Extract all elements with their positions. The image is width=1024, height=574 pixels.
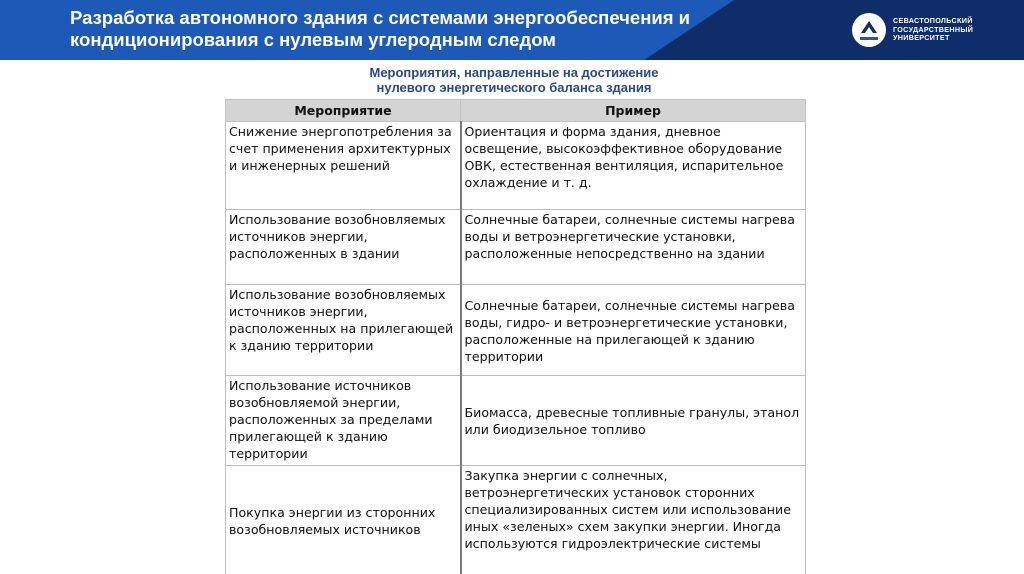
measure-cell: Снижение энергопотребления за счет применения архитектурных и инженерных решений [226,122,461,210]
column-header-measure: Мероприятие [226,100,461,122]
slide-header [0,0,1024,60]
measure-cell: Покупка энергии из сторонних возобновляемых источников [226,466,461,574]
example-cell: Биомасса, древесные топливные гранулы, этанол или биодизельное топливо [461,376,806,466]
logo-text-line-3: УНИВЕРСИТЕТ [893,33,950,43]
university-logo [852,10,1003,50]
column-header-example: Пример [461,100,806,122]
example-cell: Ориентация и форма здания, дневное освещение, высокоэффективное оборудование ОВК, естественная вентиляция, испарительное охлаждение и т. д. [461,122,806,210]
table-image [222,62,806,574]
table-title [222,65,806,95]
table-header-row [226,100,806,122]
table-row [226,285,806,376]
table-row [226,122,806,210]
slide-title [70,7,850,51]
measure-cell: Использование возобновляемых источников энергии, расположенных на прилегающей к зданию территории [226,285,461,376]
measure-cell: Использование возобновляемых источников энергии, расположенных в здании [226,210,461,285]
measure-cell: Использование источников возобновляемой энергии, расположенных за пределами прилегающей к зданию территории [226,376,461,466]
logo-text [893,17,1003,43]
example-cell: Закупка энергии с солнечных, ветроэнергетических установок сторонних специализированных систем или использование иных «зеленых» схем закупки энергии. Иногда используются гидроэлектрические системы [461,466,806,574]
table-row [226,376,806,466]
logo-text-line-1: СЕВАСТОПОЛЬСКИЙ [893,16,973,26]
table-row [226,210,806,285]
measures-table [225,99,806,574]
logo-text-line-2: ГОСУДАРСТВЕННЫЙ [893,24,974,34]
slide-title-line-2: кондиционирования с нулевым углеродным следом [70,29,556,50]
logo-arrow-icon [852,13,886,47]
table-title-line-1: Мероприятия, направленные на достижение [369,65,659,80]
example-cell: Солнечные батареи, солнечные системы нагрева воды и ветроэнергетические установки, расположенные непосредственно на здании [461,210,806,285]
slide-title-line-1: Разработка автономного здания с системами энергообеспечения и [70,7,691,28]
table-title-line-2: нулевого энергетического баланса здания [376,80,652,95]
example-cell: Солнечные батареи, солнечные системы нагрева воды, гидро- и ветроэнергетические установки, расположенные на прилегающей к зданию территории [461,285,806,376]
table-row [226,466,806,574]
